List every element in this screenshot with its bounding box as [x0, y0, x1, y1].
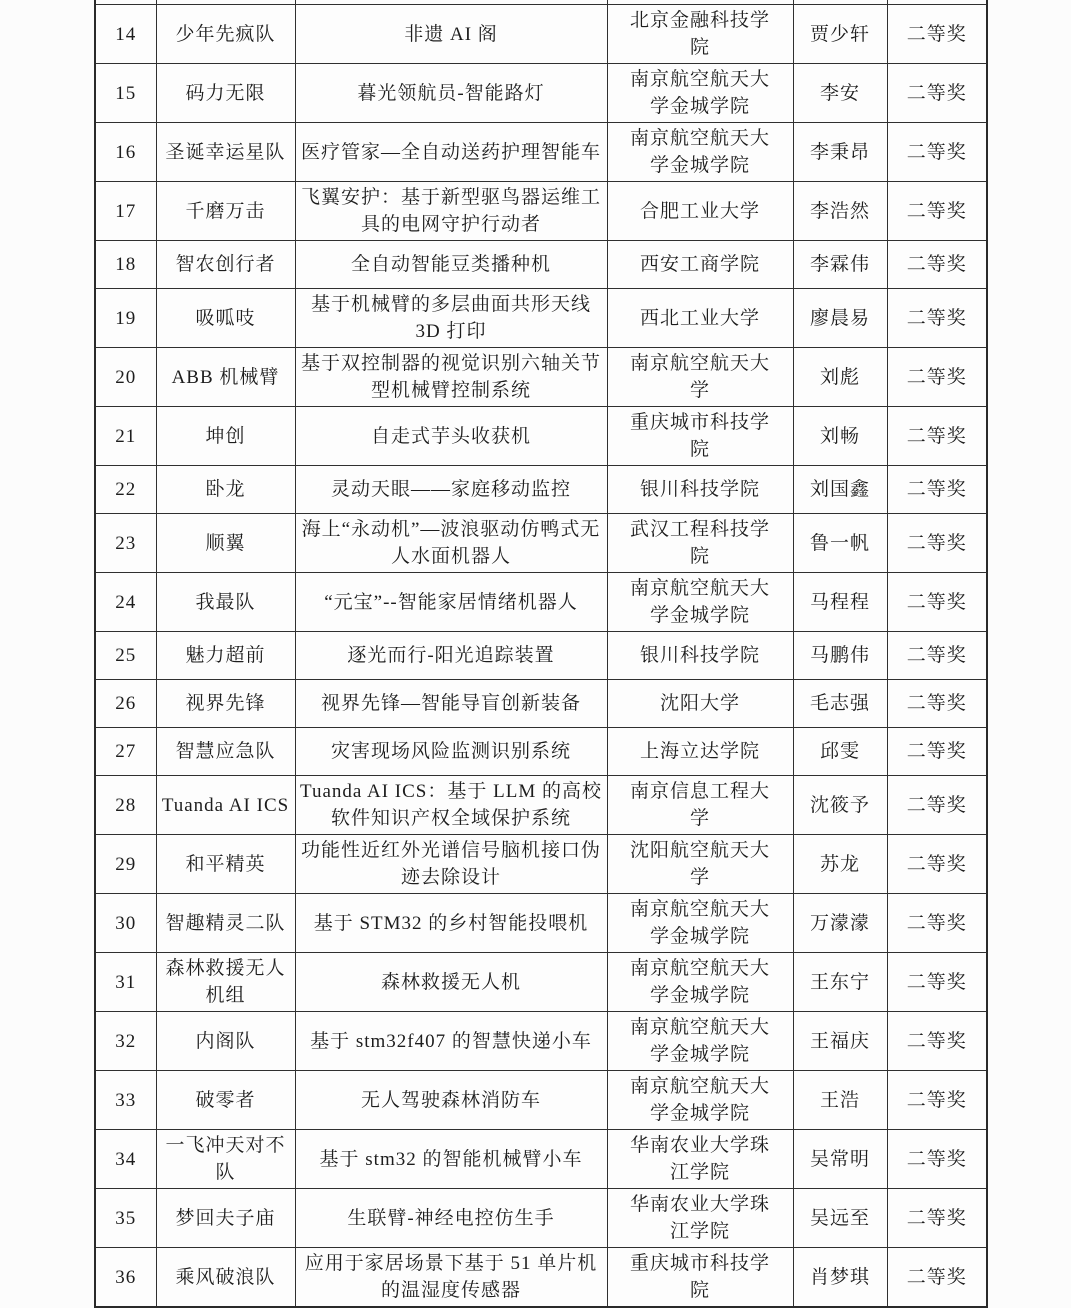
cell-no: 20 [95, 348, 156, 407]
cell-name: 万濛濛 [793, 894, 887, 953]
cell-project: 功能性近红外光谱信号脑机接口伪迹去除设计 [295, 835, 607, 894]
cell-no: 15 [95, 64, 156, 123]
cell-team: 智农创行者 [156, 241, 295, 289]
cell-team: 一飞冲天对不队 [156, 1130, 295, 1189]
cell-team: 坤创 [156, 407, 295, 466]
cell-no: 35 [95, 1189, 156, 1248]
cell-name: 王福庆 [793, 1012, 887, 1071]
cell-no: 18 [95, 241, 156, 289]
cell-name: 毛志强 [793, 680, 887, 728]
cell-project: 医疗管家—全自动送药护理智能车 [295, 123, 607, 182]
cell-name: 邱雯 [793, 728, 887, 776]
table-row [95, 64, 987, 123]
cell-no: 23 [95, 514, 156, 573]
cell-award: 二等奖 [887, 835, 987, 894]
cell-name: 李安 [793, 64, 887, 123]
cell-no: 31 [95, 953, 156, 1012]
cell-school: 武汉工程科技学院 [607, 514, 793, 573]
cell-school: 重庆城市科技学院 [607, 1248, 793, 1308]
cell-team: 视界先锋 [156, 680, 295, 728]
cell-project: 应用于家居场景下基于 51 单片机的温湿度传感器 [295, 1248, 607, 1308]
cell-award: 二等奖 [887, 632, 987, 680]
cell-award: 二等奖 [887, 514, 987, 573]
cell-name: 李秉昂 [793, 123, 887, 182]
table-row [95, 123, 987, 182]
cell-school: 重庆城市科技学院 [607, 407, 793, 466]
cell-school: 银川科技学院 [607, 466, 793, 514]
cell-award: 二等奖 [887, 1248, 987, 1308]
table-row [95, 348, 987, 407]
table-row [95, 953, 987, 1012]
cell-award: 二等奖 [887, 123, 987, 182]
cell-school: 华南农业大学珠江学院 [607, 1130, 793, 1189]
table-row [95, 1189, 987, 1248]
cell-name: 王浩 [793, 1071, 887, 1130]
cell-school: 西北工业大学 [607, 289, 793, 348]
cell-project: 基于 stm32f407 的智慧快递小车 [295, 1012, 607, 1071]
cell-award: 二等奖 [887, 1071, 987, 1130]
cell-no: 22 [95, 466, 156, 514]
cell-team: 森林救援无人机组 [156, 953, 295, 1012]
cell-award: 二等奖 [887, 466, 987, 514]
table-row [95, 573, 987, 632]
table-body [95, 0, 987, 1307]
cell-no: 16 [95, 123, 156, 182]
cell-name: 廖晨易 [793, 289, 887, 348]
cell-school: 华南农业大学珠江学院 [607, 1189, 793, 1248]
cell-school: 南京航空航天大学金城学院 [607, 1071, 793, 1130]
cell-no: 19 [95, 289, 156, 348]
cell-name: 李浩然 [793, 182, 887, 241]
cell-award: 二等奖 [887, 407, 987, 466]
cell-project: 灾害现场风险监测识别系统 [295, 728, 607, 776]
cell-team: 乘风破浪队 [156, 1248, 295, 1308]
cell-school: 合肥工业大学 [607, 182, 793, 241]
cell-team: 我最队 [156, 573, 295, 632]
cell-school: 南京信息工程大学 [607, 776, 793, 835]
cell-name: 刘彪 [793, 348, 887, 407]
cell-project: 森林救援无人机 [295, 953, 607, 1012]
cell-name: 李霖伟 [793, 241, 887, 289]
cell-project: 视界先锋—智能导盲创新装备 [295, 680, 607, 728]
cell-school: 上海立达学院 [607, 728, 793, 776]
cell-team: Tuanda AI ICS [156, 776, 295, 835]
cell-school: 南京航空航天大学金城学院 [607, 64, 793, 123]
table-row [95, 1071, 987, 1130]
table-row [95, 241, 987, 289]
awards-table [94, 0, 988, 1308]
cell-no: 25 [95, 632, 156, 680]
cell-school: 南京航空航天大学金城学院 [607, 123, 793, 182]
cell-project: 生联臂-神经电控仿生手 [295, 1189, 607, 1248]
cell-name: 苏龙 [793, 835, 887, 894]
cell-school: 北京金融科技学院 [607, 5, 793, 64]
cell-award: 二等奖 [887, 64, 987, 123]
table-row [95, 1248, 987, 1308]
cell-no: 30 [95, 894, 156, 953]
table-row [95, 182, 987, 241]
cell-team: 梦回夫子庙 [156, 1189, 295, 1248]
cell-project: 基于 STM32 的乡村智能投喂机 [295, 894, 607, 953]
cell-project: 非遗 AI 阁 [295, 5, 607, 64]
cell-project: 飞翼安护：基于新型驱鸟器运维工具的电网守护行动者 [295, 182, 607, 241]
table-row [95, 680, 987, 728]
cell-no: 21 [95, 407, 156, 466]
cell-project: 全自动智能豆类播种机 [295, 241, 607, 289]
cell-project: 基于机械臂的多层曲面共形天线 3D 打印 [295, 289, 607, 348]
cell-name: 沈筱予 [793, 776, 887, 835]
cell-name: 刘国鑫 [793, 466, 887, 514]
table-row [95, 728, 987, 776]
cell-project: 暮光领航员-智能路灯 [295, 64, 607, 123]
cell-team: 智慧应急队 [156, 728, 295, 776]
table-row [95, 776, 987, 835]
cell-award: 二等奖 [887, 348, 987, 407]
table-row [95, 466, 987, 514]
cell-name: 鲁一帆 [793, 514, 887, 573]
cell-team: 千磨万击 [156, 182, 295, 241]
table-row [95, 289, 987, 348]
cell-team: 卧龙 [156, 466, 295, 514]
cell-award: 二等奖 [887, 680, 987, 728]
cell-project: 无人驾驶森林消防车 [295, 1071, 607, 1130]
cell-no: 34 [95, 1130, 156, 1189]
cell-award: 二等奖 [887, 1130, 987, 1189]
table-row [95, 5, 987, 64]
table-row [95, 1012, 987, 1071]
cell-team: 顺翼 [156, 514, 295, 573]
cell-no: 24 [95, 573, 156, 632]
cell-team: 吸呱吱 [156, 289, 295, 348]
cell-name: 马鹏伟 [793, 632, 887, 680]
cell-name: 刘畅 [793, 407, 887, 466]
cell-no: 14 [95, 5, 156, 64]
cell-school: 沈阳大学 [607, 680, 793, 728]
cell-school: 南京航空航天大学金城学院 [607, 953, 793, 1012]
table-row [95, 835, 987, 894]
cell-award: 二等奖 [887, 1012, 987, 1071]
cell-project: 海上“永动机”—波浪驱动仿鸭式无人水面机器人 [295, 514, 607, 573]
table-row [95, 407, 987, 466]
cell-project: 逐光而行-阳光追踪装置 [295, 632, 607, 680]
cell-team: 和平精英 [156, 835, 295, 894]
cell-team: 破零者 [156, 1071, 295, 1130]
cell-award: 二等奖 [887, 728, 987, 776]
table-row [95, 1130, 987, 1189]
cell-no: 32 [95, 1012, 156, 1071]
cell-team: ABB 机械臂 [156, 348, 295, 407]
cell-school: 南京航空航天大学金城学院 [607, 573, 793, 632]
cell-award: 二等奖 [887, 241, 987, 289]
cell-name: 吴远至 [793, 1189, 887, 1248]
table-row [95, 632, 987, 680]
cell-school: 南京航空航天大学 [607, 348, 793, 407]
cell-project: “元宝”--智能家居情绪机器人 [295, 573, 607, 632]
cell-award: 二等奖 [887, 289, 987, 348]
cell-team: 圣诞幸运星队 [156, 123, 295, 182]
cell-name: 肖梦琪 [793, 1248, 887, 1308]
cell-school: 沈阳航空航天大学 [607, 835, 793, 894]
cell-name: 王东宁 [793, 953, 887, 1012]
cell-team: 魅力超前 [156, 632, 295, 680]
cell-team: 码力无限 [156, 64, 295, 123]
cell-award: 二等奖 [887, 776, 987, 835]
table-row [95, 514, 987, 573]
cell-no: 28 [95, 776, 156, 835]
table-row [95, 894, 987, 953]
cell-team: 内阁队 [156, 1012, 295, 1071]
cell-no: 27 [95, 728, 156, 776]
cell-school: 银川科技学院 [607, 632, 793, 680]
cell-school: 南京航空航天大学金城学院 [607, 894, 793, 953]
cell-award: 二等奖 [887, 894, 987, 953]
cell-name: 贾少轩 [793, 5, 887, 64]
cell-project: 基于 stm32 的智能机械臂小车 [295, 1130, 607, 1189]
cell-project: Tuanda AI ICS：基于 LLM 的高校软件知识产权全域保护系统 [295, 776, 607, 835]
cell-project: 基于双控制器的视觉识别六轴关节型机械臂控制系统 [295, 348, 607, 407]
cell-no: 26 [95, 680, 156, 728]
cell-award: 二等奖 [887, 5, 987, 64]
cell-name: 马程程 [793, 573, 887, 632]
cell-school: 西安工商学院 [607, 241, 793, 289]
cell-no: 17 [95, 182, 156, 241]
cell-award: 二等奖 [887, 1189, 987, 1248]
cell-school: 南京航空航天大学金城学院 [607, 1012, 793, 1071]
cell-no: 36 [95, 1248, 156, 1308]
cell-no: 29 [95, 835, 156, 894]
cell-team: 少年先疯队 [156, 5, 295, 64]
cell-project: 自走式芋头收获机 [295, 407, 607, 466]
cell-award: 二等奖 [887, 182, 987, 241]
cell-award: 二等奖 [887, 573, 987, 632]
cell-team: 智趣精灵二队 [156, 894, 295, 953]
cell-project: 灵动天眼——家庭移动监控 [295, 466, 607, 514]
cell-name: 吴常明 [793, 1130, 887, 1189]
cell-award: 二等奖 [887, 953, 987, 1012]
cell-no: 33 [95, 1071, 156, 1130]
